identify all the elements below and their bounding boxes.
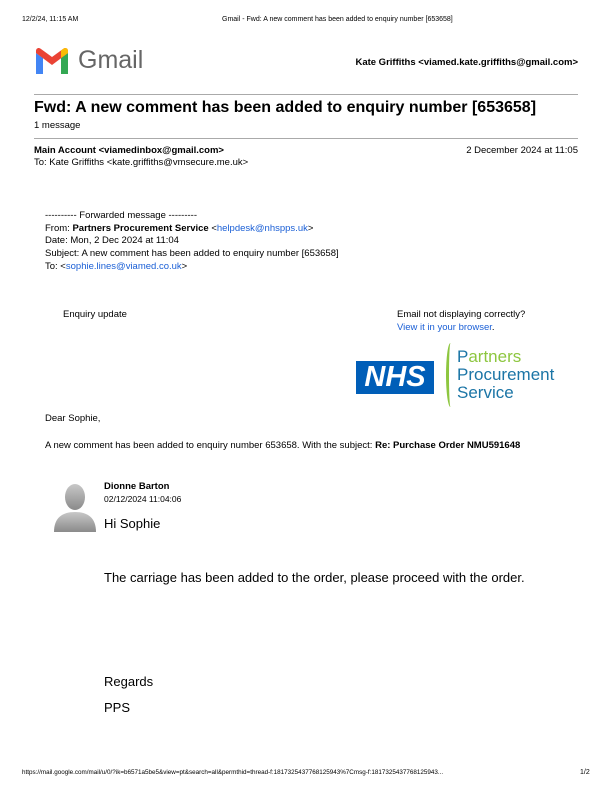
- forwarded-from-email[interactable]: helpdesk@nhspps.uk: [216, 222, 308, 234]
- gmail-m-icon: [34, 47, 70, 74]
- page-number: 1/2: [580, 769, 590, 776]
- view-in-browser-link[interactable]: View it in your browser: [397, 322, 492, 333]
- enquiry-update-label: Enquiry update: [63, 309, 127, 320]
- forwarded-to-email[interactable]: sophie.lines@viamed.co.uk: [65, 260, 182, 272]
- account-email: Kate Griffiths <viamed.kate.griffiths@gmail.com>: [355, 57, 578, 68]
- thread-subject: Fwd: A new comment has been added to enquiry number [653658]: [34, 99, 537, 116]
- comment-line: Hi Sophie: [104, 516, 161, 531]
- print-datetime: 12/2/24, 11:15 AM: [22, 16, 79, 23]
- comment-line: PPS: [104, 700, 131, 715]
- divider: [34, 94, 578, 95]
- forwarded-header: ---------- Forwarded message --------- From: Partners Procurement Service <helpdesk@nhspps.uk> Date: Mon, 2 Dec 2024 at 11:04 Subject: A new comment has been added to enquiry number [653658] To: <sophie.lines@viamed.co.uk>: [45, 210, 339, 272]
- pps-logo-arc: [446, 343, 455, 407]
- comment-line: Regards: [104, 674, 154, 689]
- not-displaying-text: Email not displaying correctly?: [397, 309, 526, 320]
- comment-author: Dionne Barton: [104, 481, 170, 492]
- greeting: Dear Sophie,: [45, 413, 101, 424]
- print-url: https://mail.google.com/mail/u/0/?ik=b6571a5be5&view=pt&search=all&permthid=thread-f:1817325437768125943%7Cmsg-f:1817325437768125943...: [22, 769, 444, 776]
- avatar-icon: [54, 478, 96, 532]
- nhs-logo: NHS: [356, 361, 434, 394]
- pps-logo: Partners Procurement Service: [457, 347, 555, 402]
- forwarded-from-name: Partners Procurement Service: [72, 222, 209, 234]
- message-count: 1 message: [34, 120, 81, 131]
- gmail-logo: Gmail: [34, 47, 70, 79]
- recipient: To: Kate Griffiths <kate.griffiths@vmsecure.me.uk>: [34, 157, 249, 168]
- comment-timestamp: 02/12/2024 11:04:06: [104, 494, 182, 504]
- message-date: 2 December 2024 at 11:05: [466, 145, 578, 156]
- gmail-print-page: 12/2/24, 11:15 AM Gmail - Fwd: A new comment has been added to enquiry number [653658] Gmail Kate Griffiths <viamed.kate.griffiths@gmail.com> Fwd: A new comment has been added to enquiry number [653658] 1 message Main Account <viamedinbox@gmail.com> 2 December 2024 at 11:05 To: Kate Griffiths <kate.griffiths@vmsecure.me.uk> ---------- Forwarded message --------- From: Partners Procurement Service <helpdesk@nhspps.uk> Date: Mon, 2 Dec 2024 at 11:04 Subject: A new comment has been added to enquiry number [653658] To: <sophie.lines@viamed.co.uk> Enquiry update Email not displaying correctly? View it in your browser. NHS Partners Procurement Service Dear Sophie, A new comment has been added to enquiry number 653658. With the subject: Re: Purchase Order NMU591648 Dionne Barton 02/12/2024 11:04:06 Hi Sophie The carriage has been added to the order, please proceed with the order. Regards PPS https://mail.google.com/mail/u/0/?ik=b6571a5be5&view=pt&search=all&permthid=thread-f:1817325437768125943%7Cmsg-f:1817325437768125943... 1/2: [0, 0, 612, 792]
- print-title: Gmail - Fwd: A new comment has been added to enquiry number [653658]: [222, 16, 453, 23]
- forwarded-date: Date: Mon, 2 Dec 2024 at 11:04: [45, 235, 179, 247]
- intro-text: A new comment has been added to enquiry number 653658. With the subject: Re: Purchase Order NMU591648: [45, 440, 521, 451]
- divider: [34, 138, 578, 139]
- sender: Main Account <viamedinbox@gmail.com>: [34, 145, 224, 156]
- intro-subject: Re: Purchase Order NMU591648: [375, 440, 521, 451]
- forwarded-subject: Subject: A new comment has been added to enquiry number [653658]: [45, 248, 339, 260]
- forwarded-divider: ---------- Forwarded message ---------: [45, 210, 197, 221]
- comment-line: The carriage has been added to the order, please proceed with the order.: [104, 570, 525, 585]
